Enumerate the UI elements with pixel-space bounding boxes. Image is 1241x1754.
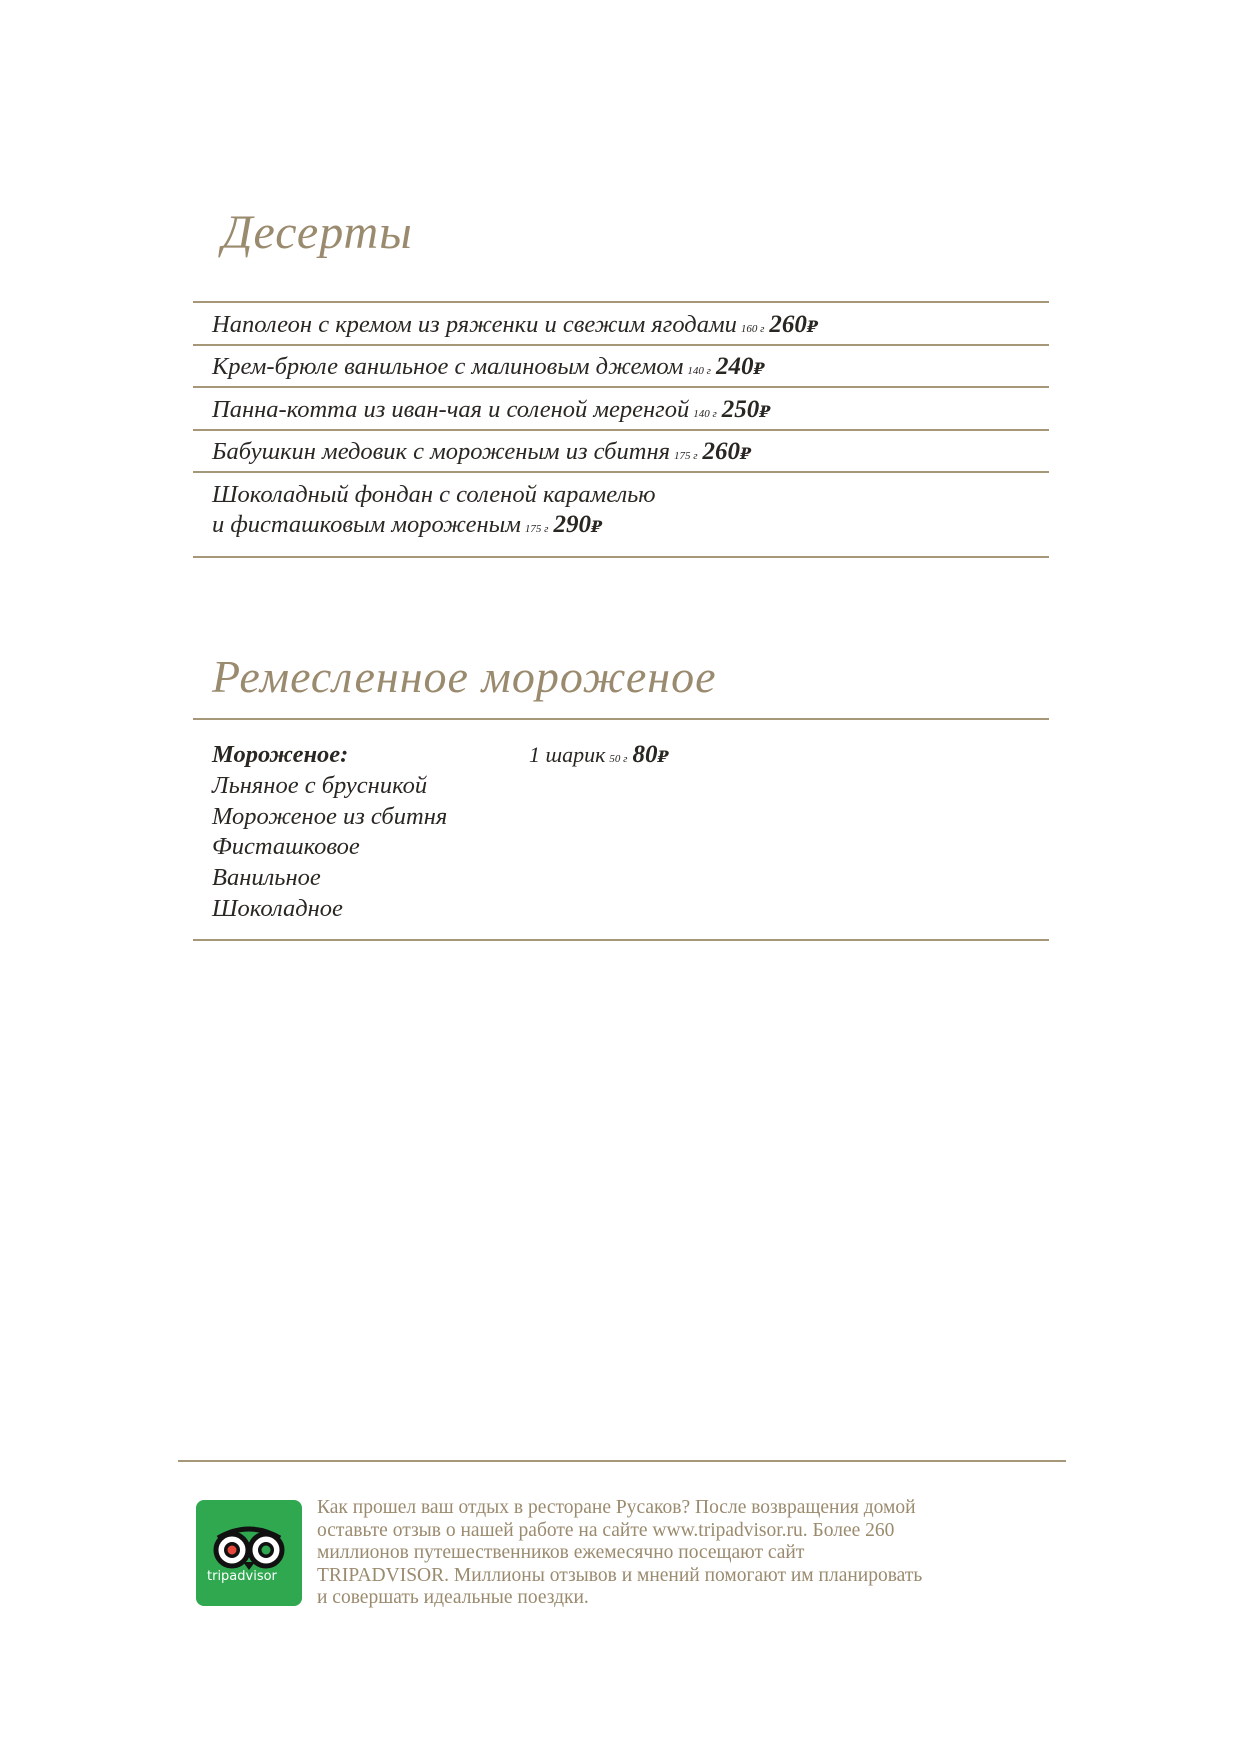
item-weight: 50 г bbox=[609, 753, 628, 765]
item-name-line1: Шоколадный фондан с соленой карамелью bbox=[212, 481, 656, 508]
divider bbox=[193, 344, 1049, 346]
tripadvisor-wordmark: tripadvisor bbox=[207, 1569, 277, 1584]
flavor-item: Шоколадное bbox=[212, 894, 343, 922]
owl-icon bbox=[196, 1500, 302, 1606]
item-weight: 175 г bbox=[524, 523, 549, 535]
item-price: 260 bbox=[702, 438, 741, 465]
item-name-line2-row bbox=[212, 510, 656, 544]
flavor-item: Фисташковое bbox=[212, 833, 360, 861]
divider bbox=[193, 718, 1049, 720]
footer-divider bbox=[178, 1460, 1066, 1462]
divider bbox=[193, 386, 1049, 388]
item-name: Панна-котта из иван-чая и соленой меренгой bbox=[212, 396, 690, 423]
item-price: 240 bbox=[715, 353, 754, 380]
portion-label: 1 шарик bbox=[529, 742, 606, 767]
icecream-list bbox=[212, 740, 447, 925]
ruble-icon: ₽ bbox=[759, 404, 771, 421]
item-price: 80 bbox=[632, 741, 658, 768]
tripadvisor-logo bbox=[196, 1500, 302, 1606]
divider bbox=[193, 301, 1049, 303]
item-weight: 160 г bbox=[740, 323, 765, 335]
flavor-item: Льняное с брусникой bbox=[212, 771, 428, 799]
flavor-item: Мороженое из сбитня bbox=[212, 802, 448, 830]
ruble-icon: ₽ bbox=[657, 749, 669, 766]
ruble-icon: ₽ bbox=[753, 361, 765, 378]
item-price: 260 bbox=[769, 311, 807, 338]
divider bbox=[193, 939, 1049, 941]
menu-item-panna-cotta bbox=[212, 395, 770, 429]
item-weight: 140 г bbox=[687, 365, 711, 377]
item-price: 290 bbox=[553, 511, 591, 538]
divider bbox=[193, 429, 1049, 431]
flavor-item: Ванильное bbox=[212, 864, 321, 892]
item-name: Наполеон с кремом из ряженки и свежим ягодами bbox=[212, 311, 737, 338]
item-name: Крем-брюле ванильное с малиновым джемом bbox=[212, 353, 684, 380]
item-weight: 140 г bbox=[693, 408, 717, 420]
icecream-price bbox=[529, 740, 669, 774]
divider bbox=[193, 556, 1049, 558]
ruble-icon: ₽ bbox=[590, 519, 603, 536]
item-price: 250 bbox=[721, 396, 760, 423]
menu-item-creme-brulee bbox=[212, 352, 765, 386]
item-name-line2: и фисташковым мороженым bbox=[212, 511, 521, 538]
item-name: Бабушкин медовик с мороженым из сбитня bbox=[212, 438, 670, 465]
menu-item-medovik bbox=[212, 437, 751, 471]
icecream-title: Ремесленное мороженое bbox=[212, 651, 717, 702]
item-weight: 175 г bbox=[674, 450, 698, 462]
menu-item-napoleon bbox=[212, 310, 818, 344]
menu-item-fondant bbox=[212, 480, 656, 544]
desserts-title: Десерты bbox=[222, 206, 413, 259]
footer-review-text: Как прошел ваш отдых в ресторане Русаков? После возвращения домой оставьте отзыв о нашей работе на сайте www.tripadvisor.ru. Более 260 миллионов путешественников ежемесячно посещают сайт TRIPADVISOR. Миллионы отзывов и мнений помогают им планировать и совершать идеальные поездки. bbox=[317, 1497, 923, 1608]
ruble-icon: ₽ bbox=[806, 319, 819, 336]
ruble-icon: ₽ bbox=[740, 446, 752, 463]
divider bbox=[193, 471, 1049, 473]
icecream-heading: Мороженое: bbox=[212, 741, 349, 768]
